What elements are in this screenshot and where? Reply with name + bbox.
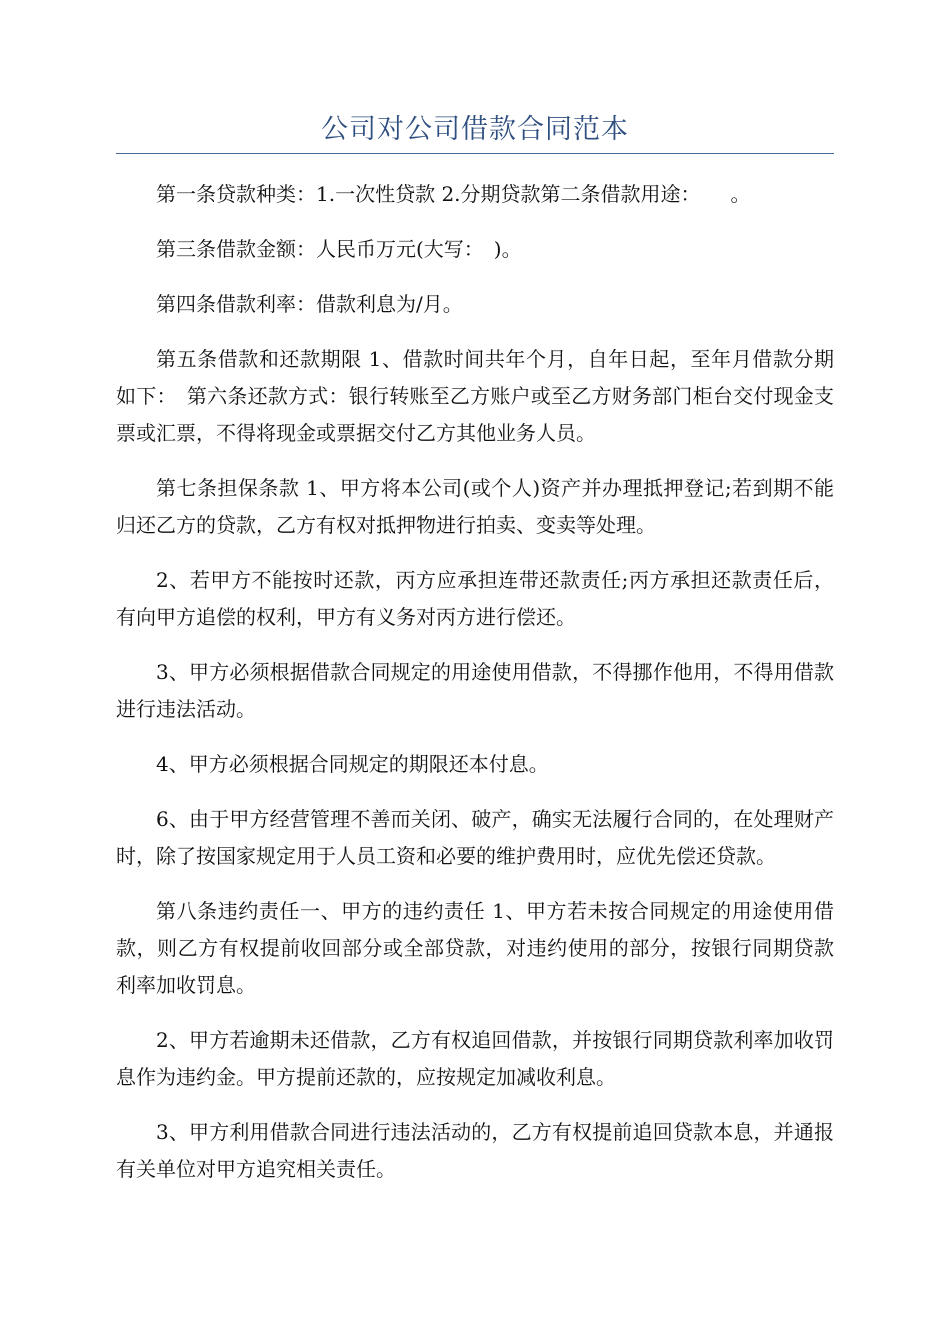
paragraph-breach-3: 3、甲方利用借款合同进行违法活动的，乙方有权提前追回贷款本息，并通报有关单位对甲方追究相关责任。 (116, 1120, 834, 1181)
title-underline (116, 153, 834, 154)
paragraph-guarantee-2: 2、若甲方不能按时还款，丙方应承担连带还款责任;丙方承担还款责任后，有向甲方追偿的权利，甲方有义务对丙方进行偿还。 (116, 568, 834, 629)
paragraph-guarantee-6: 6、由于甲方经营管理不善而关闭、破产，确实无法履行合同的，在处理财产时，除了按国家规定用于人员工资和必要的维护费用时，应优先偿还贷款。 (116, 807, 834, 868)
document-body (116, 176, 834, 1206)
paragraph-interest-rate: 第四条借款利率：借款利息为/月。 (156, 292, 463, 316)
paragraph-guarantee-3: 3、甲方必须根据借款合同规定的用途使用借款，不得挪作他用，不得用借款进行违法活动。 (116, 660, 834, 721)
paragraph-guarantee: 第七条担保条款 1、甲方将本公司(或个人)资产并办理抵押登记;若到期不能归还乙方的贷款，乙方有权对抵押物进行拍卖、变卖等处理。 (116, 476, 834, 537)
document-title: 公司对公司借款合同范本 (321, 114, 629, 145)
paragraph-loan-type: 第一条贷款种类：1.一次性贷款 2.分期贷款第二条借款用途： 。 (156, 182, 751, 206)
paragraph-guarantee-4: 4、甲方必须根据合同规定的期限还本付息。 (156, 752, 549, 776)
paragraph-loan-amount: 第三条借款金额：人民币万元(大写： )。 (156, 237, 522, 261)
paragraph-term-repayment: 第五条借款和还款期限 1、借款时间共年个月，自年日起，至年月借款分期如下： 第六条还款方式：银行转账至乙方账户或至乙方财务部门柜台交付现金支票或汇票，不得将现金或票据交付乙方其他业务人员。 (116, 347, 834, 445)
paragraph-breach: 第八条违约责任一、甲方的违约责任 1、甲方若未按合同规定的用途使用借款，则乙方有权提前收回部分或全部贷款，对违约使用的部分，按银行同期贷款利率加收罚息。 (116, 899, 834, 997)
paragraph-breach-2: 2、甲方若逾期未还借款，乙方有权追回借款，并按银行同期贷款利率加收罚息作为违约金。甲方提前还款的，应按规定加减收利息。 (116, 1028, 834, 1089)
